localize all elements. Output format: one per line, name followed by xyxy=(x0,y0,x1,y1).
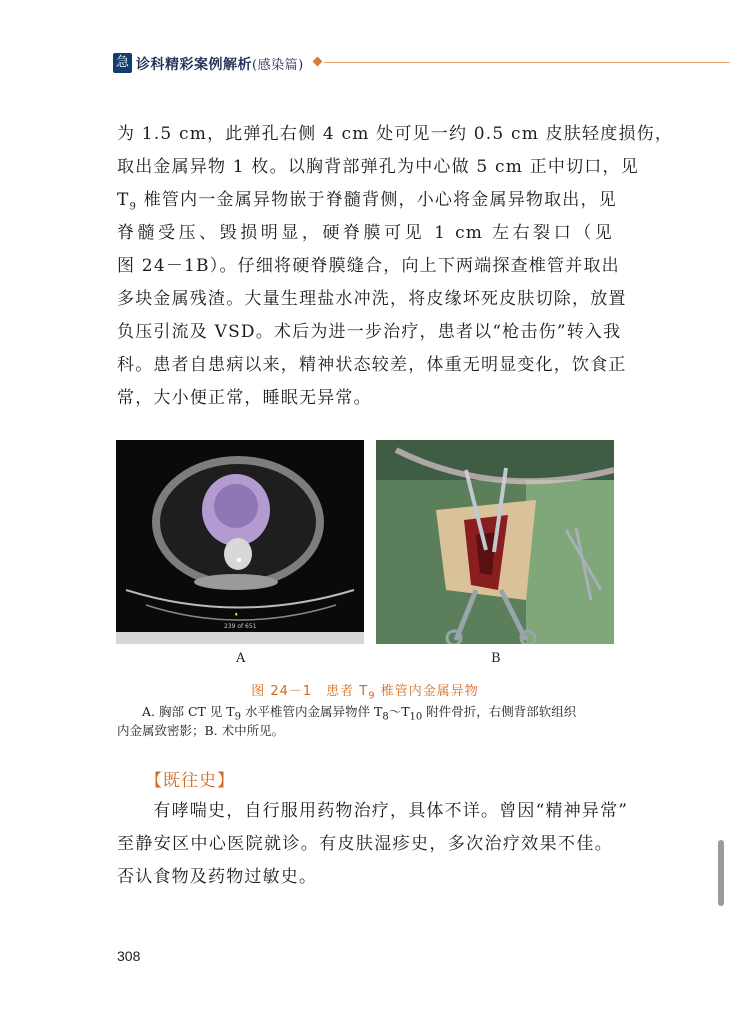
history-line-1: 有哮喘史，自行服用药物治疗，具体不详。曾因“精神异常” xyxy=(117,801,629,821)
diamond-ornament xyxy=(313,57,323,67)
figure-caption-body xyxy=(117,702,613,740)
history-line-3: 否认食物及药物过敏史。 xyxy=(117,867,318,887)
para1-line-3: $T_9$ 椎管内一金属异物嵌于脊髓背侧，小心将金属异物取出，见 xyxy=(117,190,617,213)
body-paragraph-1 xyxy=(117,118,674,415)
history-line-2: 至静安区中心医院就诊。有皮肤湿疹史，多次治疗效果不佳。 xyxy=(117,834,613,854)
para1-line-2: 取出金属异物 1 枚。以胸背部弹孔为中心做 5 cm 正中切口，见 xyxy=(117,157,639,177)
caption-line-1: A. 胸部 CT 见 $T_9$ 水平椎管内金属异物伴 $T_8\sim T_{10}$ 附件骨折，右侧背部软组织 xyxy=(142,704,577,723)
page-number: 308 xyxy=(117,948,141,964)
book-logo: 急 xyxy=(113,53,132,73)
header-rule xyxy=(324,62,730,63)
running-header xyxy=(113,52,730,76)
para1-line-4: 脊髓受压、毁损明显，硬脊膜可见 1 cm 左右裂口（见 xyxy=(117,223,613,243)
panel-b-label: B xyxy=(491,651,501,666)
book-title-main: 诊科精彩案例解析 xyxy=(136,57,252,73)
ct-scan-image xyxy=(116,440,364,644)
book-title-sub: (感染篇) xyxy=(252,58,304,73)
caption-line-2: 内金属致密影；B. 术中所见。 xyxy=(117,723,285,738)
scrollbar-thumb[interactable] xyxy=(718,840,724,906)
past-history-heading: 【既往史】 xyxy=(145,771,235,791)
panel-a-label: A xyxy=(236,651,246,666)
surgery-photo xyxy=(376,440,614,644)
para1-line-5: 图 24－1B）。仔细将硬脊膜缝合，向上下两端探查椎管并取出 xyxy=(117,256,620,276)
svg-text:♦: ♦ xyxy=(234,612,239,618)
para1-line-9: 常，大小便正常，睡眠无异常。 xyxy=(117,388,372,408)
ct-slice-counter: 239 of 651 xyxy=(224,623,257,630)
figure-caption-title: 图 24－1 患者 $T_9$ 椎管内金属异物 xyxy=(251,684,479,702)
para1-line-8: 科。患者自患病以来，精神状态较差，体重无明显变化，饮食正 xyxy=(117,355,627,375)
book-title xyxy=(136,54,304,74)
past-history-paragraph xyxy=(117,795,629,894)
para1-line-1: 为 1.5 cm，此弹孔右侧 4 cm 处可见一约 0.5 cm 皮肤轻度损伤， xyxy=(117,124,674,144)
para1-line-7: 负压引流及 VSD。术后为进一步治疗，患者以“枪击伤”转入我 xyxy=(117,322,622,342)
para1-line-6: 多块金属残渣。大量生理盐水冲洗，将皮缘坏死皮肤切除，放置 xyxy=(117,289,627,309)
